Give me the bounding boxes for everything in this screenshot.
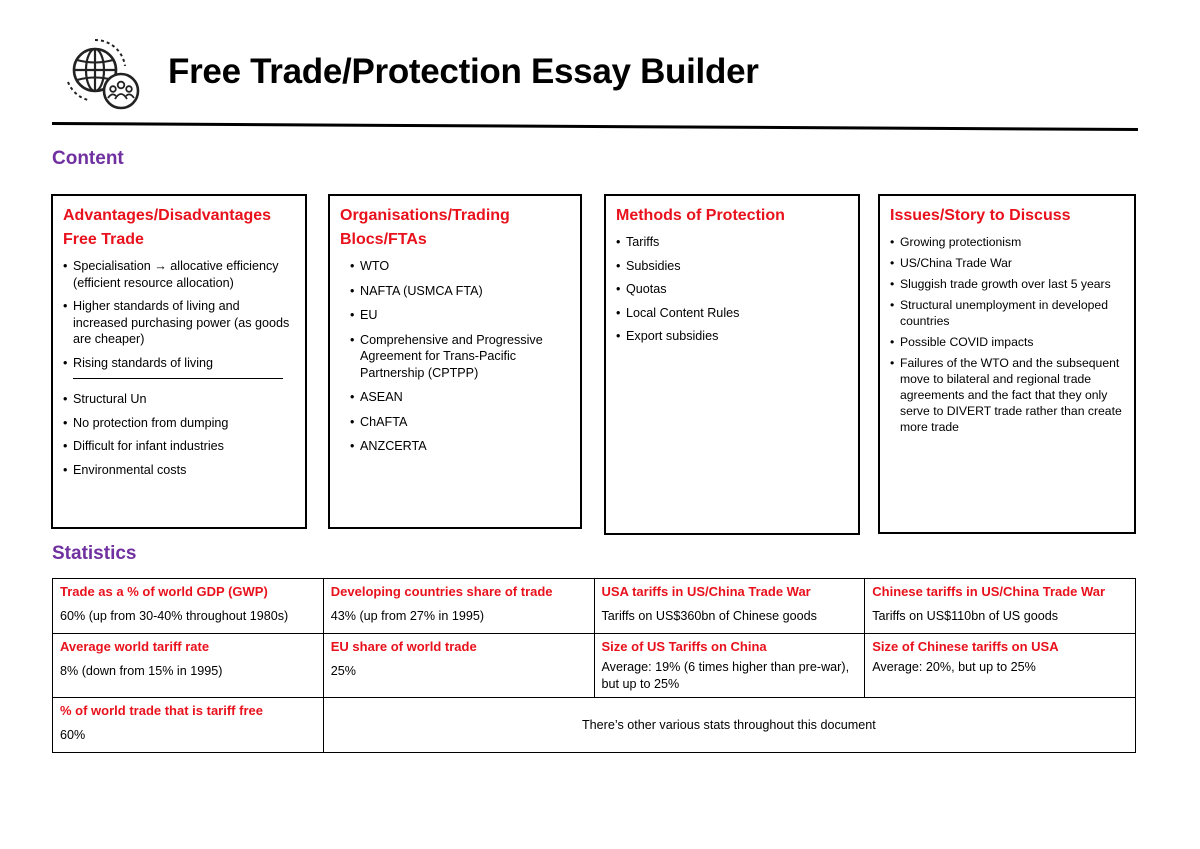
cell-title: Size of US Tariffs on China bbox=[601, 639, 767, 654]
issues-box bbox=[878, 194, 1136, 534]
list-item: • Growing protectionism bbox=[890, 234, 1124, 250]
page-title: Free Trade/Protection Essay Builder bbox=[168, 52, 759, 91]
list-item: • NAFTA (USMCA FTA) bbox=[350, 283, 570, 300]
list-item: • Local Content Rules bbox=[616, 305, 848, 322]
table-cell bbox=[594, 634, 865, 698]
methods-list bbox=[616, 234, 848, 345]
list-item: • Difficult for infant industries bbox=[63, 438, 295, 455]
advantages-disadvantages-box bbox=[51, 194, 307, 529]
list-item: • Structural Un bbox=[63, 391, 295, 408]
cell-value: 8% (down from 15% in 1995) bbox=[60, 664, 223, 678]
table-cell bbox=[53, 634, 324, 698]
cell-title: % of world trade that is tariff free bbox=[60, 703, 263, 718]
cell-title: Average world tariff rate bbox=[60, 639, 210, 654]
methods-of-protection-box bbox=[604, 194, 860, 535]
organisations-box bbox=[328, 194, 582, 529]
list-item: • Possible COVID impacts bbox=[890, 334, 1124, 350]
box-title: Methods of Protection bbox=[616, 207, 785, 224]
list-item: • Sluggish trade growth over last 5 years bbox=[890, 276, 1124, 292]
list-item: • Higher standards of living and increased purchasing power (as goods are cheaper) bbox=[63, 298, 295, 348]
list-item: • Rising standards of living bbox=[63, 355, 295, 372]
cell-value: Average: 20%, but up to 25% bbox=[872, 660, 1036, 674]
table-cell bbox=[323, 634, 594, 698]
list-item: • Failures of the WTO and the subsequent move to bilateral and regional trade agreements and the fact that they only serve to DIVERT trade rather than create more trade bbox=[890, 355, 1124, 435]
cell-value: Average: 19% (6 times higher than pre-war), but up to 25% bbox=[601, 660, 850, 691]
cell-title: EU share of world trade bbox=[330, 639, 477, 654]
box-title: Issues/Story to Discuss bbox=[890, 207, 1071, 224]
list-item: • Subsidies bbox=[616, 258, 848, 275]
statistics-heading: Statistics bbox=[52, 543, 137, 564]
box-title: Advantages/Disadvantages Free Trade bbox=[63, 207, 272, 248]
list-item: • Structural unemployment in developed countries bbox=[890, 297, 1124, 329]
cell-title: Size of Chinese tariffs on USA bbox=[872, 639, 1059, 654]
issues-list bbox=[890, 234, 1124, 435]
advantages-list bbox=[63, 258, 295, 371]
globe-people-icon bbox=[62, 36, 144, 110]
disadvantages-list bbox=[63, 391, 295, 478]
table-cell bbox=[594, 579, 865, 634]
table-cell bbox=[53, 579, 324, 634]
list-item: • Specialisation → allocative efficiency (efficient resource allocation) bbox=[63, 258, 295, 291]
list-item: • Tariffs bbox=[616, 234, 848, 251]
table-cell bbox=[865, 579, 1136, 634]
cell-value: 60% (up from 30-40% throughout 1980s) bbox=[60, 609, 289, 623]
list-item: • Comprehensive and Progressive Agreement for Trans-Pacific Partnership (CPTPP) bbox=[350, 332, 570, 382]
list-item: • Quotas bbox=[616, 281, 848, 298]
stats-note: There’s other various stats throughout this document bbox=[323, 698, 1135, 753]
box-title: Organisations/Trading Blocs/FTAs bbox=[340, 207, 510, 248]
table-row bbox=[53, 698, 1136, 753]
title-divider bbox=[52, 120, 1138, 134]
list-item: • ASEAN bbox=[350, 389, 570, 406]
list-item: • Export subsidies bbox=[616, 328, 848, 345]
table-row bbox=[53, 579, 1136, 634]
cell-value: Tariffs on US$360bn of Chinese goods bbox=[601, 609, 817, 623]
list-item: • ChAFTA bbox=[350, 414, 570, 431]
statistics-table bbox=[52, 578, 1136, 753]
cell-value: Tariffs on US$110bn of US goods bbox=[872, 609, 1059, 623]
list-item: • ANZCERTA bbox=[350, 438, 570, 455]
cell-value: 25% bbox=[330, 664, 356, 678]
organisations-list bbox=[340, 258, 570, 455]
cell-title: USA tariffs in US/China Trade War bbox=[601, 584, 811, 599]
cell-title: Developing countries share of trade bbox=[330, 584, 553, 599]
cell-title: Trade as a % of world GDP (GWP) bbox=[60, 584, 268, 599]
cell-value: 43% (up from 27% in 1995) bbox=[330, 609, 485, 623]
list-item: • Environmental costs bbox=[63, 462, 295, 479]
table-cell bbox=[53, 698, 324, 753]
list-item: • WTO bbox=[350, 258, 570, 275]
cell-value: 60% bbox=[60, 728, 86, 742]
table-row bbox=[53, 634, 1136, 698]
list-item: • No protection from dumping bbox=[63, 415, 295, 432]
list-item: • EU bbox=[350, 307, 570, 324]
content-heading: Content bbox=[52, 148, 124, 169]
divider bbox=[73, 378, 283, 379]
list-item: • US/China Trade War bbox=[890, 255, 1124, 271]
table-cell bbox=[865, 634, 1136, 698]
cell-title: Chinese tariffs in US/China Trade War bbox=[872, 584, 1106, 599]
table-cell bbox=[323, 579, 594, 634]
